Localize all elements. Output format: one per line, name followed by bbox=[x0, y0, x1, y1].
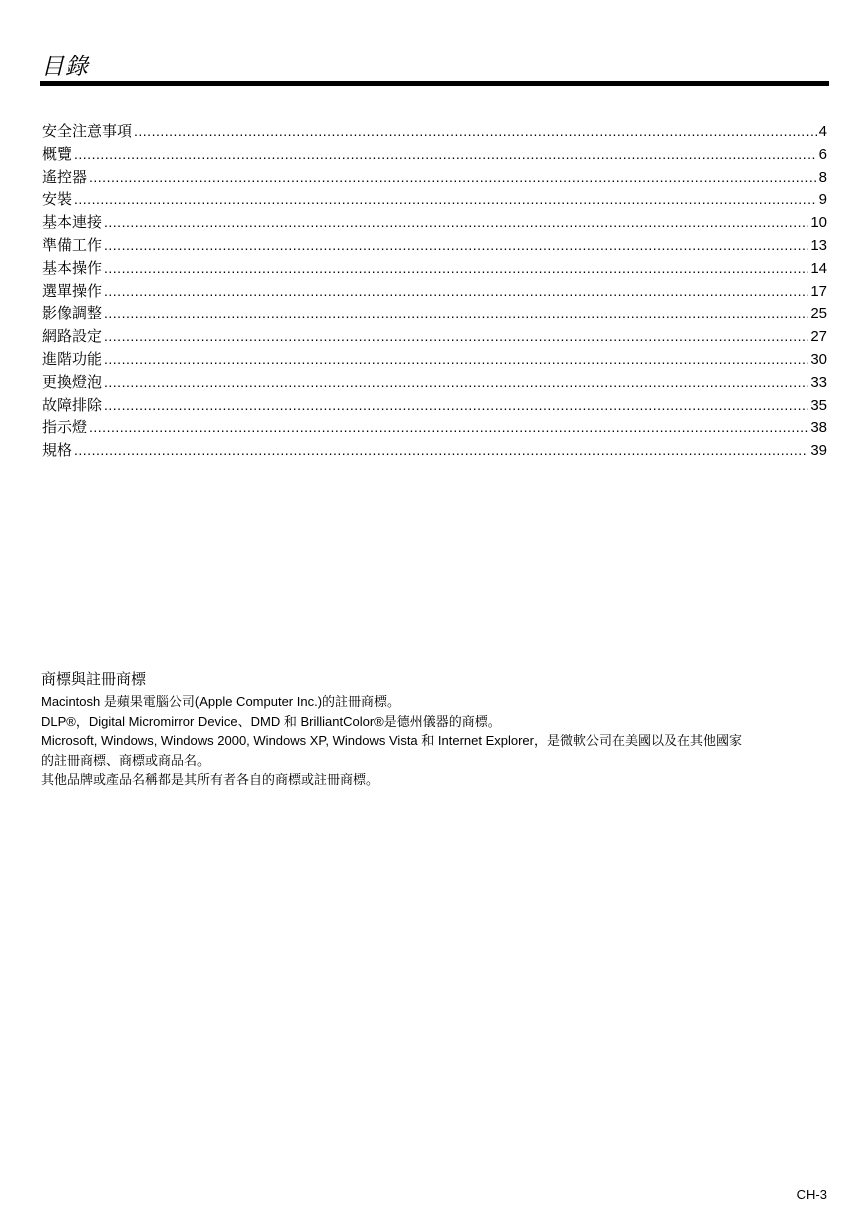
toc-entry-label: 網路設定 bbox=[42, 327, 103, 346]
footer-page-number: CH-3 bbox=[796, 1187, 827, 1202]
trademark-line: 其他品牌或產品名稱都是其所有者各自的商標或註冊商標。 bbox=[41, 772, 380, 787]
title-rule bbox=[40, 81, 829, 86]
toc-entry-page: 14 bbox=[810, 259, 827, 277]
toc-dot-leader bbox=[104, 371, 808, 393]
toc-dot-leader bbox=[104, 348, 808, 370]
toc-entry-troubleshooting[interactable] bbox=[42, 394, 827, 417]
trademark-line: Microsoft, Windows, Windows 2000, Windows XP, Windows Vista 和 Internet Explorer，是微軟公司在美國以及在其他國家 bbox=[41, 733, 742, 748]
trademarks-section bbox=[41, 668, 831, 790]
toc-entry-page: 13 bbox=[810, 236, 827, 254]
toc-entry-label: 安全注意事項 bbox=[42, 122, 133, 140]
toc-entry-label: 選單操作 bbox=[42, 281, 103, 300]
toc-dot-leader bbox=[104, 394, 808, 416]
toc-entry-safety[interactable] bbox=[42, 120, 827, 143]
toc-entry-lamp-replacement[interactable] bbox=[42, 371, 827, 394]
toc-entry-label: 概覽 bbox=[42, 144, 73, 163]
toc-entry-page: 35 bbox=[810, 396, 827, 414]
toc-entry-page: 17 bbox=[810, 282, 827, 300]
toc-entry-page: 33 bbox=[810, 373, 827, 391]
toc-dot-leader bbox=[104, 280, 808, 302]
toc-entry-menu-operation[interactable] bbox=[42, 280, 827, 303]
toc-entry-label: 影像調整 bbox=[42, 304, 103, 323]
toc-entry-advanced-features[interactable] bbox=[42, 348, 827, 371]
toc-dot-leader bbox=[89, 166, 817, 188]
toc-entry-label: 基本連接 bbox=[42, 213, 103, 232]
toc-entry-page: 6 bbox=[818, 145, 827, 163]
toc-dot-leader bbox=[134, 120, 817, 142]
toc-dot-leader bbox=[104, 302, 808, 324]
toc-entry-label: 基本操作 bbox=[42, 258, 103, 277]
toc-entry-basic-operation[interactable] bbox=[42, 257, 827, 280]
toc-entry-page: 25 bbox=[810, 305, 827, 323]
toc-entry-label: 更換燈泡 bbox=[42, 372, 103, 391]
toc-entry-label: 遙控器 bbox=[42, 167, 88, 186]
toc-entry-basic-connection[interactable] bbox=[42, 211, 827, 234]
toc-entry-remote-control[interactable] bbox=[42, 166, 827, 189]
page-title: 目錄 bbox=[41, 54, 89, 80]
toc-dot-leader bbox=[104, 234, 808, 256]
toc-entry-label: 進階功能 bbox=[42, 349, 103, 368]
toc-entry-page: 4 bbox=[818, 123, 827, 140]
toc-dot-leader bbox=[74, 439, 808, 461]
trademark-line: 的註冊商標、商標或商品名。 bbox=[41, 752, 211, 768]
toc-entry-installation[interactable] bbox=[42, 188, 827, 211]
toc-dot-leader bbox=[74, 188, 817, 210]
toc-entry-indicators[interactable] bbox=[42, 416, 827, 439]
toc-entry-network-settings[interactable] bbox=[42, 325, 827, 348]
toc-entry-page: 30 bbox=[810, 350, 827, 368]
toc-entry-overview[interactable] bbox=[42, 143, 827, 166]
toc-entry-page: 38 bbox=[810, 419, 827, 437]
toc-entry-preparation[interactable] bbox=[42, 234, 827, 257]
toc-entry-page: 10 bbox=[810, 214, 827, 232]
toc-dot-leader bbox=[89, 416, 808, 438]
trademark-line: Macintosh 是蘋果電腦公司(Apple Computer Inc.)的註冊商標。 bbox=[41, 694, 401, 709]
toc-dot-leader bbox=[74, 143, 817, 165]
toc-entry-page: 39 bbox=[810, 442, 827, 460]
toc-entry-page: 9 bbox=[818, 191, 827, 209]
toc-entry-label: 安裝 bbox=[42, 190, 73, 209]
toc-entry-label: 故障排除 bbox=[42, 395, 103, 414]
toc-dot-leader bbox=[104, 211, 808, 233]
toc-entry-label: 準備工作 bbox=[42, 235, 103, 254]
toc-entry-label: 指示燈 bbox=[42, 418, 88, 437]
toc-entry-label: 規格 bbox=[42, 441, 73, 460]
toc-entry-page: 27 bbox=[810, 328, 827, 346]
toc-entry-page: 8 bbox=[818, 168, 827, 186]
trademark-line: DLP®，Digital Micromirror Device、DMD 和 BrilliantColor®是德州儀器的商標。 bbox=[41, 713, 501, 729]
trademarks-heading: 商標與註冊商標 bbox=[41, 670, 147, 688]
toc-entry-specifications[interactable] bbox=[42, 439, 827, 462]
table-of-contents bbox=[42, 120, 827, 462]
toc-dot-leader bbox=[104, 257, 808, 279]
toc-entry-image-adjustment[interactable] bbox=[42, 302, 827, 325]
toc-dot-leader bbox=[104, 325, 808, 347]
